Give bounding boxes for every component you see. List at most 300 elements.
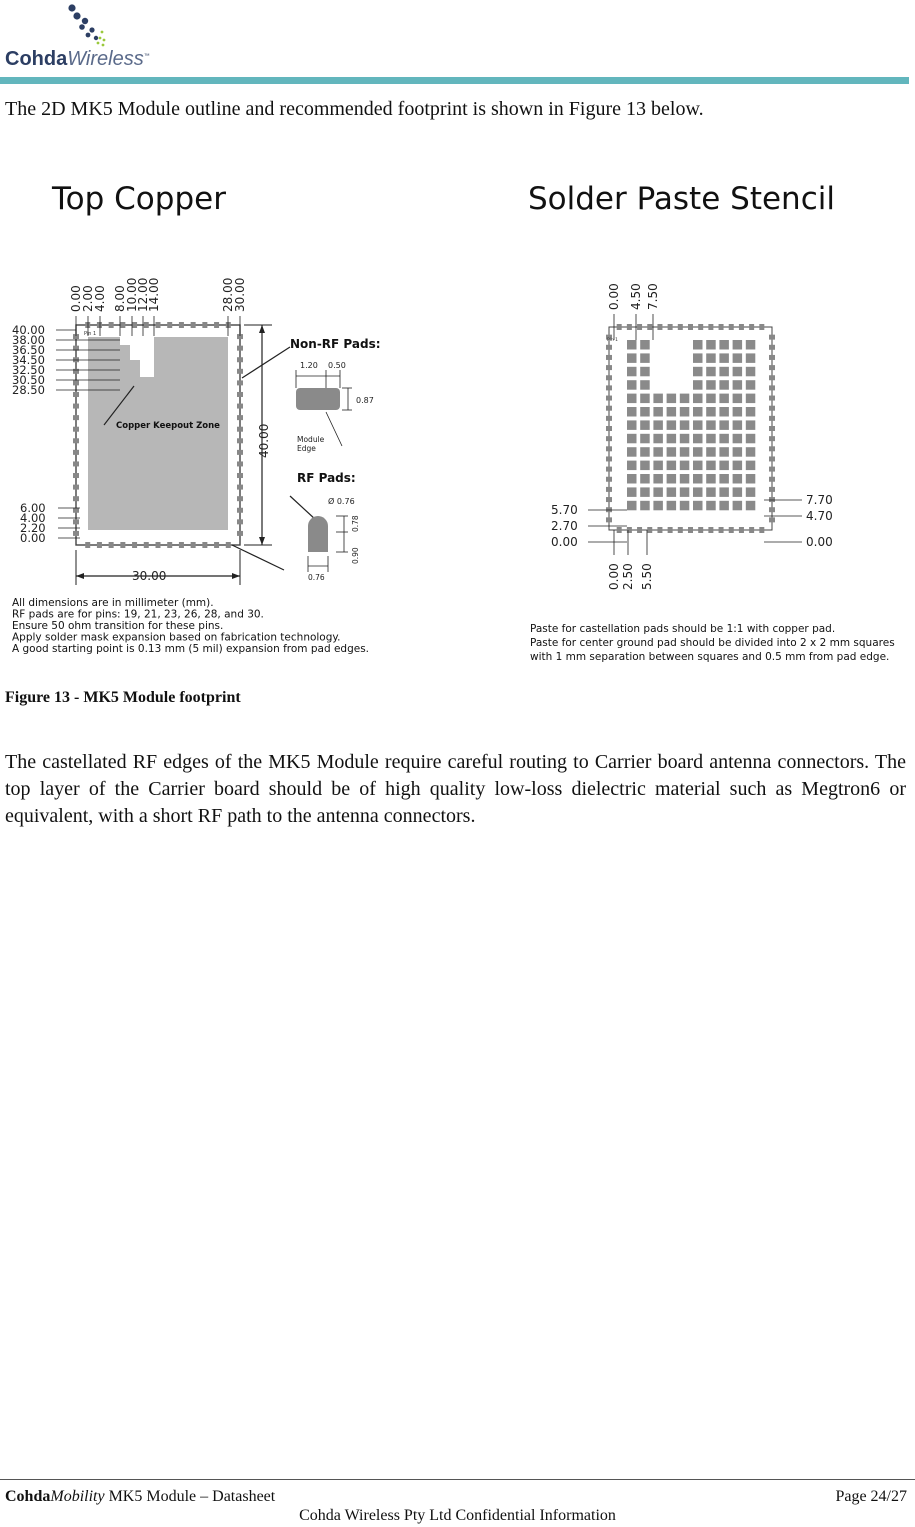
stencil-square [667, 501, 677, 511]
castellation-pad [97, 542, 102, 548]
stencil-square [693, 407, 703, 417]
stencil-square [719, 487, 729, 497]
stencil-castellation-pad [769, 365, 775, 370]
stencil-square [640, 380, 650, 390]
stencil-castellation-pad [739, 527, 744, 533]
stencil-castellation-pad [708, 324, 713, 330]
left-note: A good starting point is 0.13 mm (5 mil) expansion from pad edges. [12, 643, 370, 655]
stencil-left-dim-label: 0.00 [551, 535, 578, 549]
stencil-square [719, 380, 729, 390]
stencil-castellation-pad [739, 324, 744, 330]
stencil-castellation-pad [769, 517, 775, 522]
stencil-square [719, 461, 729, 471]
castellation-pad [109, 322, 114, 328]
stencil-square [719, 501, 729, 511]
stencil-square [653, 461, 663, 471]
stencil-square [640, 394, 650, 404]
stencil-castellation-pad [606, 375, 612, 380]
right-note: Paste for castellation pads should be 1:1 with copper pad. [530, 623, 836, 635]
castellation-pad [191, 542, 196, 548]
stencil-castellation-pad [769, 426, 775, 431]
castellation-pad [167, 542, 172, 548]
module-edge-label-2: Edge [297, 444, 316, 453]
stencil-square [640, 447, 650, 457]
stencil-square [746, 340, 756, 350]
castellation-pad [73, 404, 79, 409]
castellation-pad [120, 542, 125, 548]
footer-confidential: Cohda Wireless Pty Ltd Confidential Information [299, 1507, 616, 1524]
stencil-square [680, 461, 690, 471]
castellation-pad [132, 542, 137, 548]
castellation-pad [73, 369, 79, 374]
castellation-pad [237, 531, 243, 536]
stencil-square [640, 367, 650, 377]
castellation-pad [156, 542, 161, 548]
stencil-right-dim-label: 7.70 [806, 493, 833, 507]
rf-dim-a: 0.78 [351, 515, 360, 532]
stencil-castellation-pad [627, 324, 632, 330]
intro-paragraph: The 2D MK5 Module outline and recommended footprint is shown in Figure 13 below. [5, 98, 704, 120]
stencil-castellation-pad [606, 406, 612, 411]
stencil-castellation-pad [668, 324, 673, 330]
stencil-square [733, 394, 743, 404]
castellation-pad [237, 496, 243, 501]
castellation-pad [73, 415, 79, 420]
stencil-castellation-pad [769, 385, 775, 390]
logo-wordmark: CohdaWireless™ [5, 48, 150, 70]
stencil-castellation-pad [657, 527, 662, 533]
top-dim-label: 8.00 [113, 285, 127, 312]
stencil-square [680, 420, 690, 430]
stencil-square [719, 420, 729, 430]
castellation-pad [120, 322, 125, 328]
castellation-pad [73, 496, 79, 501]
stencil-square [719, 434, 729, 444]
stencil-square [746, 353, 756, 363]
stencil-castellation-pad [759, 527, 764, 533]
castellation-pad [85, 542, 90, 548]
top-dim-label: 10.00 [125, 277, 139, 312]
stencil-castellation-pad [769, 456, 775, 461]
stencil-square [667, 407, 677, 417]
stencil-square [640, 353, 650, 363]
stencil-castellation-pad [606, 355, 612, 360]
stencil-castellation-pad [606, 467, 612, 472]
stencil-castellation-pad [749, 527, 754, 533]
stencil-square [640, 407, 650, 417]
stencil-square [667, 420, 677, 430]
stencil-square [706, 447, 716, 457]
left-note: RF pads are for pins: 19, 21, 23, 26, 28, and 30. [12, 608, 264, 621]
footprint-figure [0, 160, 915, 670]
stencil-square [733, 501, 743, 511]
stencil-square [693, 447, 703, 457]
stencil-castellation-pad [769, 416, 775, 421]
stencil-square [627, 340, 637, 350]
stencil-square [627, 353, 637, 363]
stencil-square [653, 434, 663, 444]
stencil-square [746, 367, 756, 377]
stencil-castellation-pad [769, 335, 775, 340]
castellation-pad [73, 461, 79, 466]
stencil-castellation-pad [657, 324, 662, 330]
stencil-square [746, 434, 756, 444]
stencil-bottom-dim-label: 2.50 [621, 563, 635, 590]
castellation-pad [97, 322, 102, 328]
castellation-pad [109, 542, 114, 548]
castellation-pad [237, 508, 243, 513]
castellation-pad [237, 415, 243, 420]
side-dim-label: 28.50 [12, 383, 45, 397]
castellation-pad [144, 542, 149, 548]
stencil-square [719, 367, 729, 377]
stencil-square [653, 487, 663, 497]
stencil-square [706, 394, 716, 404]
rf-dia: Ø 0.76 [328, 497, 355, 506]
stencil-square [680, 394, 690, 404]
stencil-square [627, 367, 637, 377]
stencil-square [667, 447, 677, 457]
stencil-square [733, 461, 743, 471]
rf-pad [308, 516, 328, 552]
stencil-castellation-pad [606, 446, 612, 451]
top-dim-label: 30.00 [233, 277, 247, 312]
stencil-castellation-pad [606, 477, 612, 482]
stencil-square [640, 474, 650, 484]
stencil-square [693, 487, 703, 497]
top-dim-label: 28.00 [221, 277, 235, 312]
stencil-castellation-pad [769, 467, 775, 472]
castellation-pad [179, 322, 184, 328]
stencil-castellation-pad [617, 324, 622, 330]
stencil-square [746, 407, 756, 417]
side-dim-label: 32.50 [12, 363, 45, 377]
castellation-pad [73, 427, 79, 432]
stencil-square [706, 487, 716, 497]
stencil-top-dim-label: 4.50 [629, 283, 643, 310]
copper-ground-pad-main [88, 388, 228, 530]
castellation-pad [237, 369, 243, 374]
stencil-castellation-pad [729, 527, 734, 533]
nonrf-title: Non-RF Pads: [290, 337, 381, 351]
stencil-castellation-pad [606, 385, 612, 390]
side-dim-label: 34.50 [12, 353, 45, 367]
top-dim-label: 0.00 [69, 285, 83, 312]
castellation-pad [237, 427, 243, 432]
stencil-square [733, 434, 743, 444]
stencil-castellation-pad [769, 487, 775, 492]
stencil-square [653, 474, 663, 484]
castellation-pad [73, 485, 79, 490]
rf-dim-w: 0.76 [308, 573, 325, 582]
castellation-pad [73, 450, 79, 455]
nonrf-dim-a: 1.20 [300, 361, 318, 370]
castellation-pad [179, 542, 184, 548]
castellation-pad [226, 542, 231, 548]
side-dim-label: 0.00 [20, 531, 46, 545]
right-note: with 1 mm separation between squares and 0.5 mm from pad edge. [530, 651, 890, 663]
stencil-square [653, 447, 663, 457]
stencil-square [680, 447, 690, 457]
castellation-pad [237, 346, 243, 351]
stencil-square [746, 420, 756, 430]
left-note: Apply solder mask expansion based on fabrication technology. [12, 631, 341, 644]
stencil-castellation-pad [606, 517, 612, 522]
castellation-pad [132, 322, 137, 328]
stencil-castellation-pad [606, 396, 612, 401]
stencil-bottom-dim-label: 0.00 [607, 563, 621, 590]
castellation-pad [237, 519, 243, 524]
stencil-square [706, 474, 716, 484]
stencil-square [746, 474, 756, 484]
stencil-castellation-pad [769, 355, 775, 360]
stencil-castellation-pad [719, 324, 724, 330]
stencil-square [733, 367, 743, 377]
stencil-castellation-pad [617, 527, 622, 533]
stencil-square [693, 434, 703, 444]
stencil-castellation-pad [606, 365, 612, 370]
stencil-castellation-pad [769, 477, 775, 482]
stencil-castellation-pad [606, 456, 612, 461]
stencil-bottom-dim-label: 5.50 [640, 563, 654, 590]
stencil-right-dim-label: 0.00 [806, 535, 833, 549]
stencil-castellation-pad [637, 324, 642, 330]
stencil-right-dim-label: 4.70 [806, 509, 833, 523]
side-dim-label: 6.00 [20, 501, 46, 515]
castellation-pad [73, 519, 79, 524]
stencil-castellation-pad [688, 324, 693, 330]
stencil-castellation-pad [729, 324, 734, 330]
side-dim-label: 4.00 [20, 511, 46, 525]
top-dim-label: 12.00 [136, 277, 150, 312]
stencil-castellation-pad [769, 436, 775, 441]
stencil-square [640, 420, 650, 430]
stencil-castellation-pad [606, 487, 612, 492]
stencil-square [693, 474, 703, 484]
stencil-square [653, 501, 663, 511]
stencil-square [706, 353, 716, 363]
castellation-pad [214, 542, 219, 548]
castellation-pad [73, 531, 79, 536]
castellation-pad [237, 392, 243, 397]
stencil-square [680, 487, 690, 497]
stencil-square [733, 380, 743, 390]
stencil-square [627, 474, 637, 484]
stencil-square [746, 447, 756, 457]
castellation-pad [202, 542, 207, 548]
stencil-square [733, 474, 743, 484]
stencil-square [693, 461, 703, 471]
stencil-square [627, 407, 637, 417]
castellation-pad [237, 357, 243, 362]
left-note: Ensure 50 ohm transition for these pins. [12, 620, 224, 632]
figure-caption: Figure 13 - MK5 Module footprint [5, 689, 241, 706]
stencil-square [653, 407, 663, 417]
stencil-castellation-pad [719, 527, 724, 533]
stencil-square [667, 487, 677, 497]
side-dim-label: 38.00 [12, 333, 45, 347]
stencil-square [640, 340, 650, 350]
stencil-castellation-pad [698, 527, 703, 533]
stencil-square [746, 394, 756, 404]
stencil-square [706, 420, 716, 430]
stencil-top-dim-label: 7.50 [646, 283, 660, 310]
stencil-square [706, 407, 716, 417]
right-note: Paste for center ground pad should be divided into 2 x 2 mm squares [530, 637, 895, 649]
rf-dim-b: 0.90 [351, 547, 360, 564]
stencil-castellation-pad [678, 527, 683, 533]
castellation-pad [237, 473, 243, 478]
stencil-square [706, 501, 716, 511]
top-dim-label: 2.00 [81, 285, 95, 312]
top-dim-label: 14.00 [147, 277, 161, 312]
stencil-square [733, 447, 743, 457]
stencil-left-dim-label: 5.70 [551, 503, 578, 517]
pin1-label: Pin 1 [84, 331, 97, 337]
nonrf-dim-c: 0.87 [356, 396, 374, 405]
stencil-castellation-pad [606, 345, 612, 350]
stencil-square [680, 501, 690, 511]
stencil-square [746, 380, 756, 390]
stencil-square [719, 447, 729, 457]
stencil-square [733, 353, 743, 363]
stencil-castellation-pad [769, 396, 775, 401]
stencil-square [693, 394, 703, 404]
castellation-pad [73, 380, 79, 385]
left-figure-title: Top Copper [52, 181, 226, 217]
stencil-castellation-pad [637, 527, 642, 533]
stencil-castellation-pad [769, 507, 775, 512]
stencil-castellation-pad [708, 527, 713, 533]
footer-doc-title: CohdaMobility MK5 Module – Datasheet [5, 1488, 276, 1505]
module-edge-label-1: Module [297, 435, 325, 444]
stencil-square [719, 407, 729, 417]
stencil-square [627, 394, 637, 404]
castellation-pad [237, 461, 243, 466]
castellation-pad [73, 508, 79, 513]
header-rule [0, 77, 909, 84]
stencil-square [627, 461, 637, 471]
stencil-castellation-pad [769, 375, 775, 380]
stencil-castellation-pad [698, 324, 703, 330]
stencil-square [693, 353, 703, 363]
stencil-square [627, 501, 637, 511]
width-dim: 30.00 [132, 569, 167, 583]
castellation-pad [73, 392, 79, 397]
stencil-square [680, 407, 690, 417]
height-dim: 40.00 [257, 423, 271, 458]
stencil-square [640, 487, 650, 497]
stencil-castellation-pad [769, 497, 775, 502]
stencil-castellation-pad [647, 324, 652, 330]
stencil-castellation-pad [688, 527, 693, 533]
stencil-square [667, 434, 677, 444]
castellation-pad [73, 473, 79, 478]
stencil-square [733, 340, 743, 350]
stencil-square [627, 434, 637, 444]
stencil-castellation-pad [606, 416, 612, 421]
castellation-pad [156, 322, 161, 328]
side-dim-label: 36.50 [12, 343, 45, 357]
side-dim-label: 2.20 [20, 521, 46, 535]
stencil-square [627, 380, 637, 390]
stencil-castellation-pad [678, 324, 683, 330]
stencil-square [706, 340, 716, 350]
castellation-pad [237, 404, 243, 409]
castellation-pad [237, 485, 243, 490]
stencil-square [746, 461, 756, 471]
castellation-pad [167, 322, 172, 328]
stencil-square [693, 501, 703, 511]
stencil-square [693, 380, 703, 390]
stencil-square [627, 420, 637, 430]
stencil-top-dim-label: 0.00 [607, 283, 621, 310]
stencil-square [733, 487, 743, 497]
castellation-pad [237, 438, 243, 443]
stencil-castellation-pad [647, 527, 652, 533]
stencil-square [627, 447, 637, 457]
castellation-pad [191, 322, 196, 328]
stencil-square [719, 353, 729, 363]
stencil-square [627, 487, 637, 497]
stencil-square [667, 474, 677, 484]
castellation-pad [202, 322, 207, 328]
castellation-pad [214, 322, 219, 328]
stencil-square [719, 474, 729, 484]
side-dim-label: 30.50 [12, 373, 45, 387]
stencil-square [706, 434, 716, 444]
stencil-castellation-pad [668, 527, 673, 533]
stencil-square [706, 461, 716, 471]
stencil-square [693, 367, 703, 377]
stencil-square [719, 340, 729, 350]
footer-rule [0, 1479, 915, 1480]
right-figure-title: Solder Paste Stencil [528, 181, 835, 217]
stencil-square [746, 501, 756, 511]
stencil-square [640, 501, 650, 511]
castellation-pad [144, 322, 149, 328]
stencil-square [667, 461, 677, 471]
nonrf-pad [296, 388, 340, 410]
castellation-pad [237, 380, 243, 385]
stencil-square [733, 407, 743, 417]
left-note: All dimensions are in millimeter (mm). [12, 597, 214, 609]
stencil-castellation-pad [759, 324, 764, 330]
castellation-pad [237, 450, 243, 455]
stencil-castellation-pad [749, 324, 754, 330]
keepout-label: Copper Keepout Zone [116, 421, 220, 431]
nonrf-dim-b: 0.50 [328, 361, 346, 370]
body-paragraph: The castellated RF edges of the MK5 Module require careful routing to Carrier board antenna connectors. The top layer of the Carrier board should be of high quality low-loss dielectric material such as Megtron6 or equivalent, with a short RF path to the antenna connectors. [5, 751, 906, 827]
stencil-castellation-pad [606, 436, 612, 441]
stencil-square [693, 420, 703, 430]
stencil-castellation-pad [769, 446, 775, 451]
stencil-square [680, 474, 690, 484]
stencil-square [706, 380, 716, 390]
stencil-square [733, 420, 743, 430]
stencil-square [640, 434, 650, 444]
stencil-castellation-pad [606, 426, 612, 431]
stencil-square [680, 434, 690, 444]
stencil-square [706, 367, 716, 377]
top-dim-label: 4.00 [93, 285, 107, 312]
stencil-castellation-pad [769, 345, 775, 350]
stencil-square [719, 394, 729, 404]
stencil-square [640, 461, 650, 471]
stencil-castellation-pad [769, 406, 775, 411]
stencil-square [693, 340, 703, 350]
stencil-left-dim-label: 2.70 [551, 519, 578, 533]
